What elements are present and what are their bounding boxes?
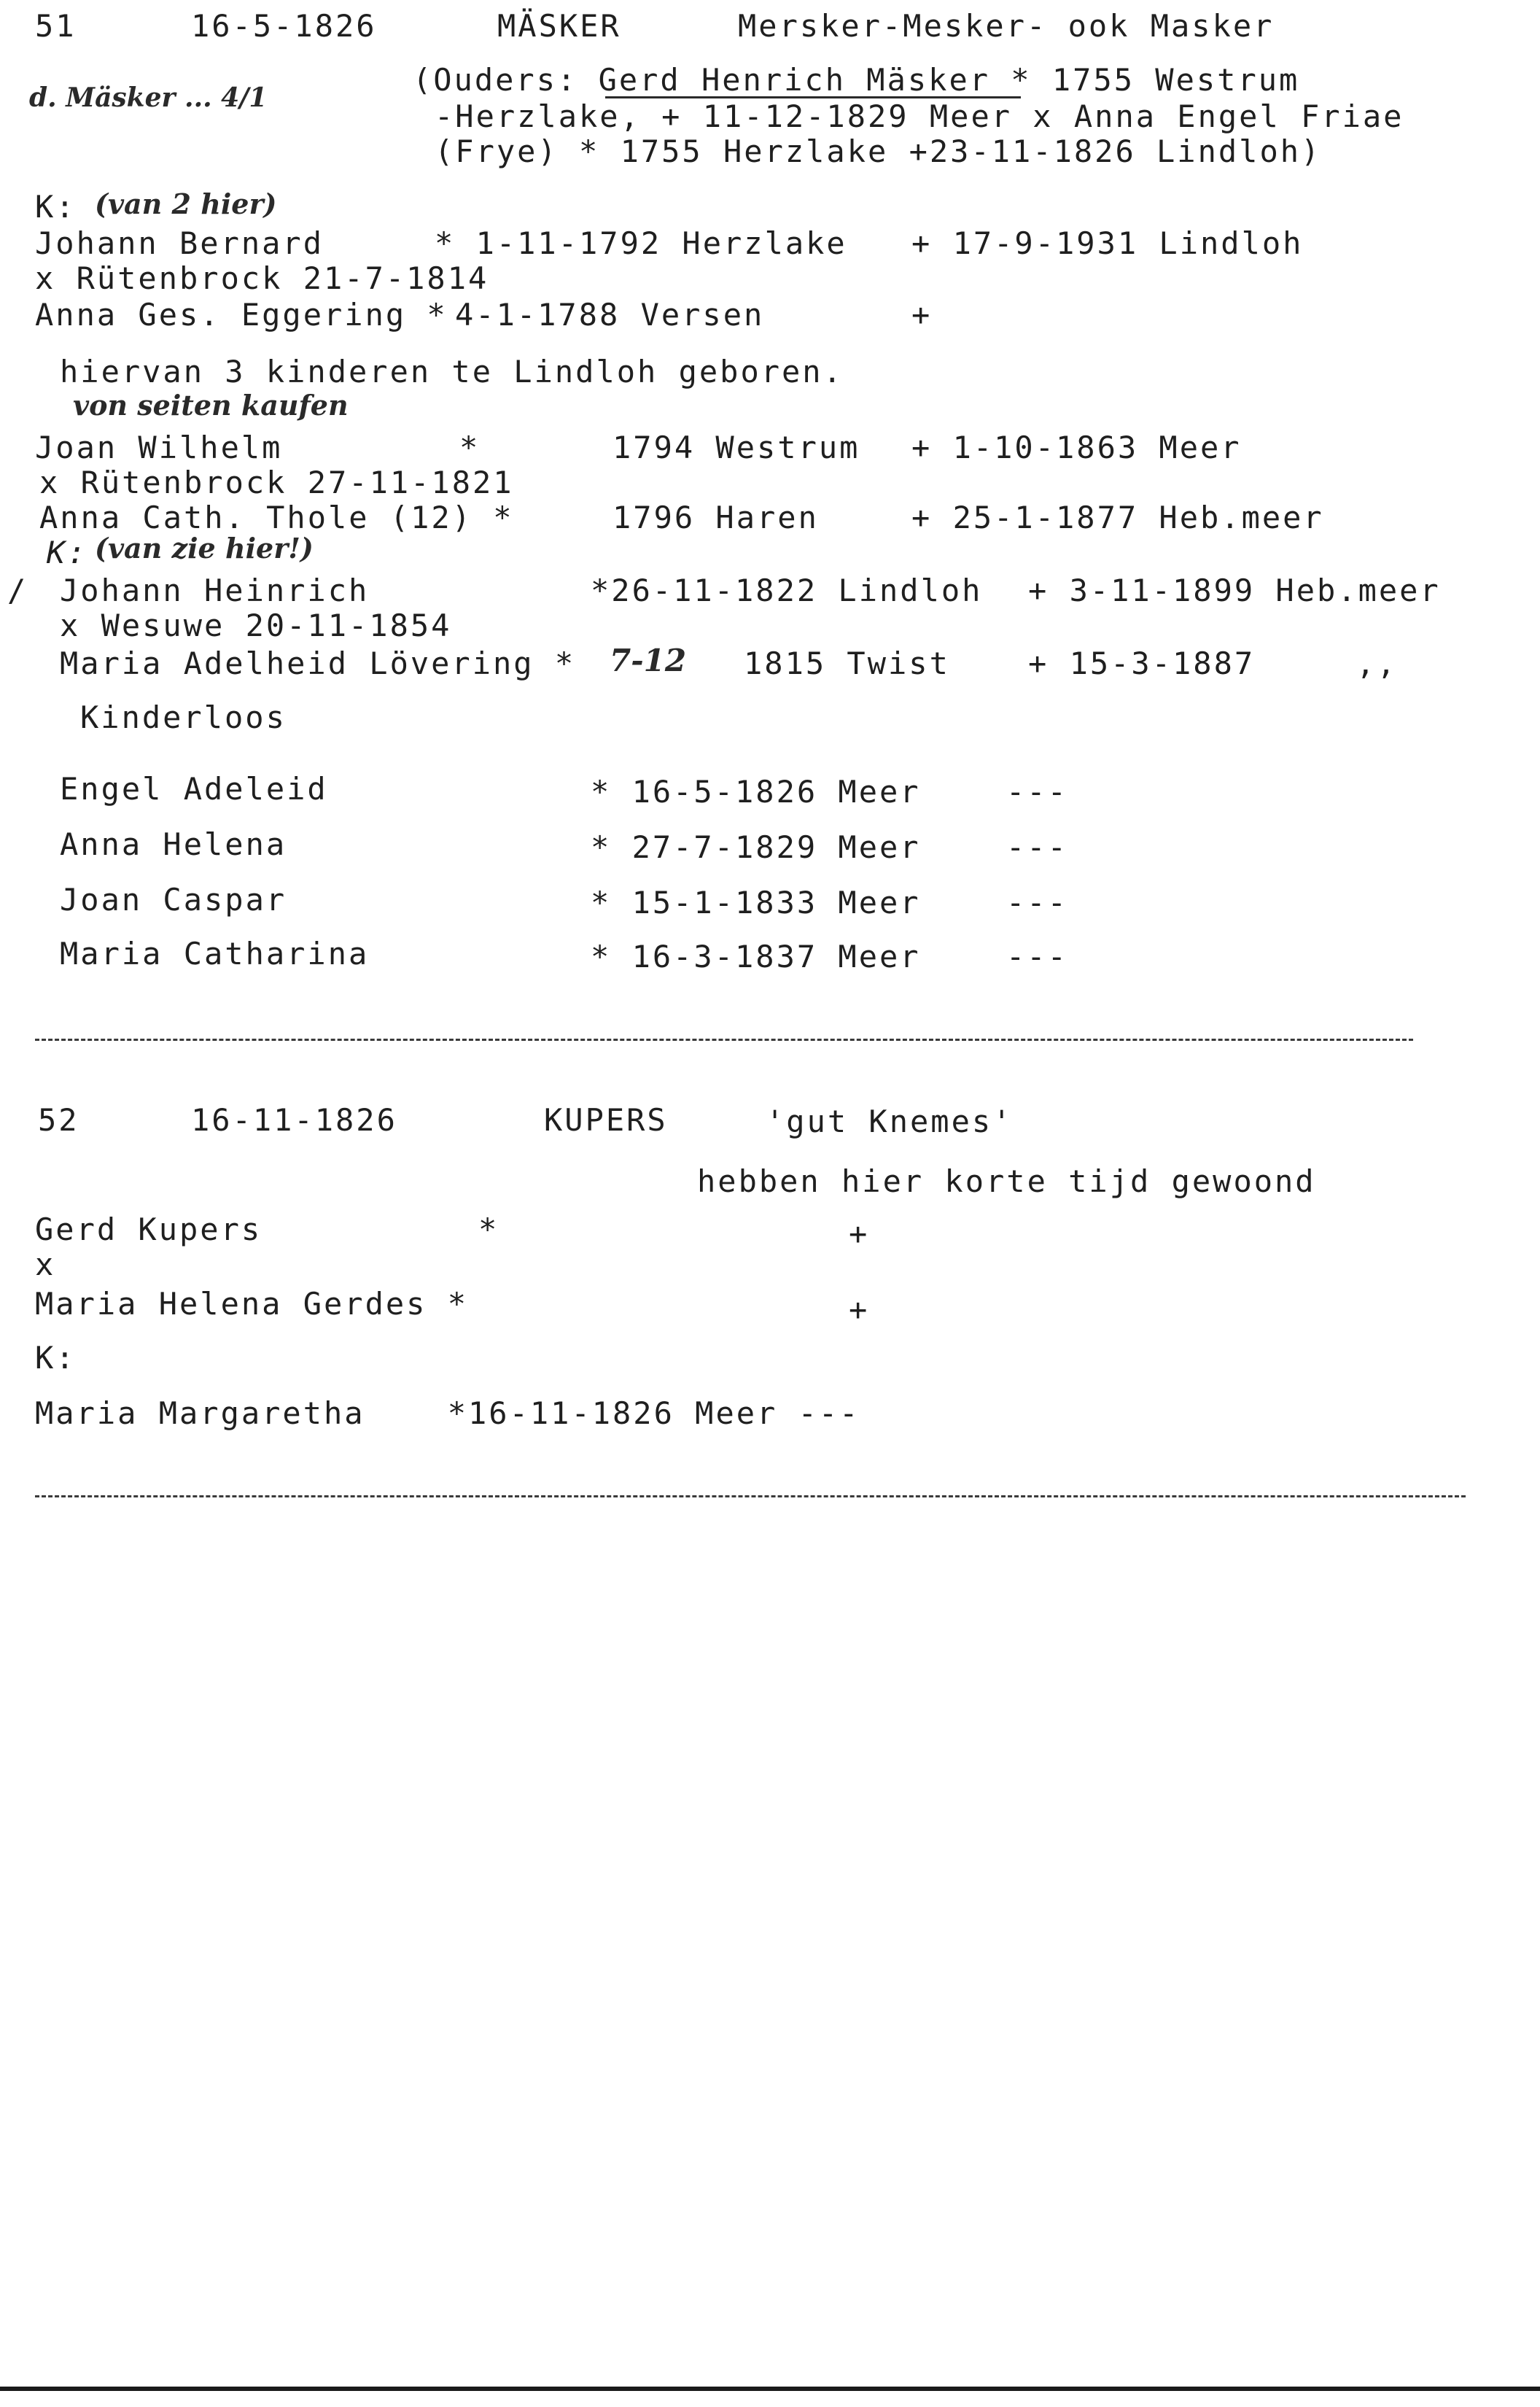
entry2-number: 52 [38,1102,79,1138]
child-birth: * 27-7-1829 Meer [591,829,921,865]
joan-wife-birth: 1796 Haren [612,500,819,535]
entry1-surname: MÄSKER [497,8,621,44]
child-death: --- [1006,829,1068,865]
joan-name: Joan Wilhelm [35,430,283,465]
entry1-number: 51 [35,8,77,44]
person-death: + 17-9-1931 Lindloh [911,225,1304,261]
marriage-mark: x [35,1247,56,1282]
heinrich-name: Johann Heinrich [60,573,370,608]
parents-line-2: -Herzlake, + 11-12-1829 Meer x Anna Engel Friae [435,98,1404,134]
child-birth: * 16-5-1826 Meer [591,774,921,810]
ditto-mark: ,, [1356,646,1398,681]
joan-birth: 1794 Westrum [612,430,860,465]
heinrich-birth: *26-11-1822 Lindloh [591,573,983,608]
husband-name: Gerd Kupers [35,1212,262,1247]
children-label: K: [35,189,77,225]
children-note: hiervan 3 kinderen te Lindloh geboren. [60,354,844,389]
entry2-surname: KUPERS [544,1102,668,1138]
child-name: Engel Adeleid [60,771,328,807]
person-name: Johann Bernard [35,225,324,261]
heinrich-marriage: x Wesuwe 20-11-1854 [60,608,452,643]
heinrich-wife-birth: 1815 Twist [744,646,950,681]
entry1-variants: Mersker-Mesker- ook Masker [738,8,1275,44]
child-birth: * 15-1-1833 Meer [591,885,921,920]
section-divider [35,1495,1466,1497]
wife-name: Maria Helena Gerdes * [35,1286,469,1322]
marriage-line: x Rütenbrock 21-7-1814 [35,260,489,296]
childless-note: Kinderloos [80,699,287,735]
handwritten-note-joan: von seiten kaufen [73,389,349,422]
child-death: --- [1006,885,1068,920]
joan-wife-death: + 25-1-1877 Heb.meer [911,500,1324,535]
children-handwritten-note: (van 2 hier) [95,187,277,220]
child-name: Joan Caspar [60,882,287,918]
spouse-name: Anna Ges. Eggering * [35,297,448,333]
entry2-note: hebben hier korte tijd gewoond [697,1163,1316,1199]
joan-death: + 1-10-1863 Meer [911,430,1242,465]
wife-death: + [849,1292,870,1327]
husband-star: * [478,1212,499,1247]
heinrich-wife-birth-handwritten: 7-12 [610,643,687,678]
entry2-date: 16-11-1826 [191,1102,397,1138]
child-name: Anna Helena [60,826,287,862]
child-birth: * 16-3-1837 Meer [591,939,921,974]
husband-death: + [849,1216,870,1252]
joan-children-label: K: [47,535,88,570]
heinrich-wife-death: + 15-3-1887 [1028,646,1256,681]
heinrich-wife: Maria Adelheid Lövering * [60,646,576,681]
entry2-child: Maria Margaretha *16-11-1826 Meer --- [35,1395,860,1431]
joan-wife: Anna Cath. Thole (12) * [39,500,514,535]
joan-star: * [459,430,481,465]
child-death: --- [1006,774,1068,810]
child-name: Maria Catharina [60,936,370,972]
page-bottom-rule [0,2387,1540,2391]
parents-line-1: (Ouders: Gerd Henrich Mäsker * 1755 Westrum [413,62,1300,98]
spouse-death: + [911,297,933,333]
heinrich-death: + 3-11-1899 Heb.meer [1028,573,1441,608]
parents-line-3: (Frye) * 1755 Herzlake +23-11-1826 Lindloh) [435,133,1322,169]
entry1-date: 16-5-1826 [191,8,377,44]
person-birth: * 1-11-1792 Herzlake [435,225,847,261]
joan-marriage: x Rütenbrock 27-11-1821 [39,465,514,500]
spouse-birth: 4-1-1788 Versen [455,297,765,333]
child-death: --- [1006,939,1068,974]
entry2-children-label: K: [35,1340,77,1376]
margin-handwritten-note: d. Mäsker ... 4/1 [29,82,268,113]
section-divider [35,1039,1413,1041]
entry2-farm: 'gut Knemes' [766,1104,1014,1139]
margin-mark: / [7,573,28,608]
joan-children-handwritten-note: (van zie hier!) [95,532,314,565]
